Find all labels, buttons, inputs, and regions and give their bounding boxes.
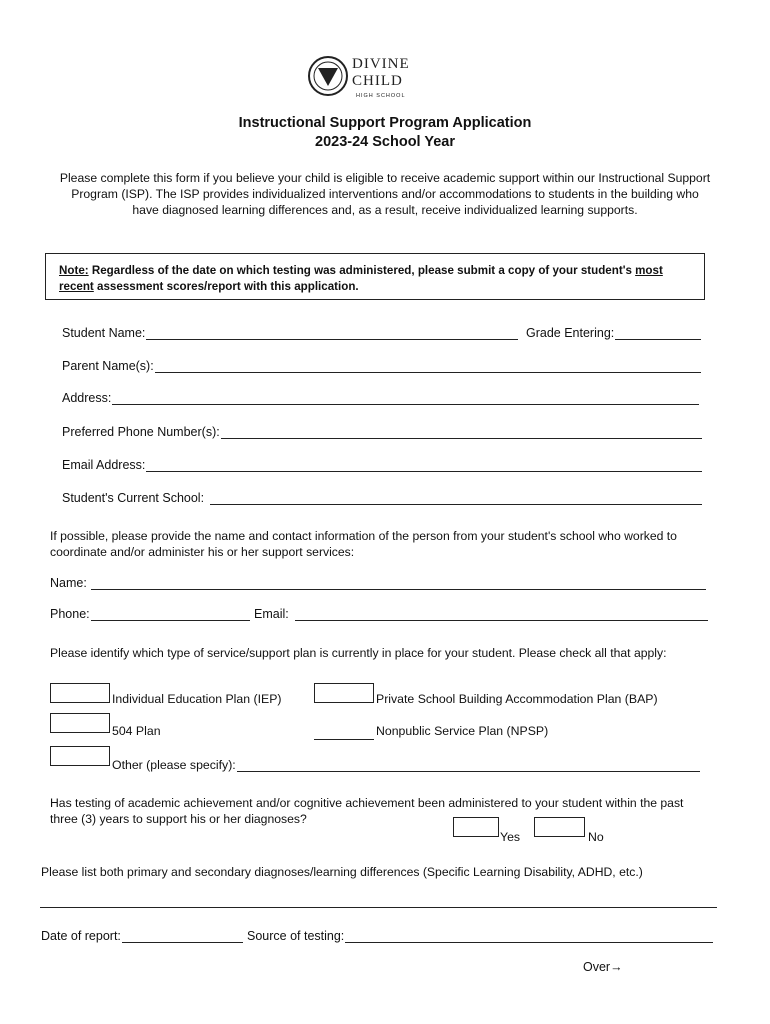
grade-entering-field[interactable] (526, 326, 701, 340)
logo-line-1: DIVINE (352, 56, 410, 72)
student-name-label: Student Name: (62, 326, 146, 340)
date-of-report-field[interactable] (41, 929, 243, 943)
contact-name-label: Name: (50, 576, 87, 590)
note-text (59, 263, 699, 295)
current-school-label: Student's Current School: (62, 491, 205, 505)
contact-phone-label: Phone: (50, 607, 90, 621)
testing-yes-checkbox[interactable] (453, 817, 499, 837)
grade-entering-line[interactable] (615, 327, 701, 340)
logo-line-2: CHILD (352, 73, 403, 89)
parent-names-label: Parent Name(s): (62, 359, 154, 373)
address-line[interactable] (112, 392, 699, 405)
contact-name-field[interactable] (50, 576, 706, 590)
note-text-1: Regardless of the date on which testing was administered, please submit a copy of your student's (88, 264, 636, 277)
date-of-report-line[interactable] (122, 930, 243, 943)
contact-email-line[interactable] (295, 608, 708, 621)
phone-label: Preferred Phone Number(s): (62, 425, 220, 439)
parent-names-field[interactable] (62, 359, 701, 373)
email-label: Email Address: (62, 458, 146, 472)
bap-checkbox[interactable] (314, 683, 374, 703)
plans-prompt: Please identify which type of service/support plan is currently in place for your student. Please check all that apply: (50, 646, 667, 660)
current-school-line[interactable] (210, 492, 702, 505)
email-line[interactable] (146, 459, 702, 472)
plan-504-label: 504 Plan (112, 724, 161, 738)
school-logo (306, 52, 438, 104)
phone-field[interactable] (62, 425, 702, 439)
address-field[interactable] (62, 391, 699, 405)
school-year: 2023-24 School Year (315, 134, 455, 150)
parent-names-line[interactable] (155, 360, 701, 373)
npsp-label: Nonpublic Service Plan (NPSP) (376, 724, 549, 738)
source-of-testing-field[interactable] (247, 929, 713, 943)
other-specify-line[interactable] (237, 759, 700, 772)
date-of-report-label: Date of report: (41, 929, 121, 943)
other-specify-field[interactable] (112, 758, 700, 772)
testing-no-label: No (588, 830, 604, 844)
testing-no-checkbox[interactable] (534, 817, 585, 837)
iep-checkbox[interactable] (50, 683, 110, 703)
intro-paragraph: Please complete this form if you believe your child is eligible to receive academic support within our Instructional Support Program (ISP). The ISP provides individualized interventions and/or accommodations to students in the building who have diagnosed learning differences and, as a result, receive individualized learning supports. (59, 171, 711, 217)
contact-email-label: Email: (254, 607, 289, 621)
diagnoses-line[interactable] (40, 907, 717, 908)
source-of-testing-label: Source of testing: (247, 929, 345, 943)
student-name-field[interactable] (62, 326, 518, 340)
testing-prompt: Has testing of academic achievement and/or cognitive achievement been administered to your student within the past three (3) years to support his or her diagnoses? (50, 796, 684, 826)
note-label: Note: (59, 264, 89, 277)
contact-email-field[interactable] (254, 607, 708, 621)
other-label: Other (please specify): (112, 758, 236, 772)
contact-prompt: If possible, please provide the name and contact information of the person from your student's school who worked to coordinate and/or administer his or her support services: (50, 529, 677, 559)
address-label: Address: (62, 391, 112, 405)
email-field[interactable] (62, 458, 702, 472)
testing-yes-label: Yes (500, 830, 521, 844)
student-name-line[interactable] (146, 327, 518, 340)
other-checkbox[interactable] (50, 746, 110, 766)
contact-phone-line[interactable] (91, 608, 250, 621)
plan-504-checkbox[interactable] (50, 713, 110, 733)
source-of-testing-line[interactable] (345, 930, 713, 943)
diagnoses-prompt: Please list both primary and secondary diagnoses/learning differences (Specific Learning Disability, ADHD, etc.) (41, 865, 643, 879)
page-title: Instructional Support Program Application (238, 115, 532, 131)
grade-entering-label: Grade Entering: (526, 326, 615, 340)
logo-line-3: HIGH SCHOOL (356, 93, 406, 99)
contact-name-line[interactable] (91, 577, 706, 590)
npsp-checkbox[interactable] (314, 739, 374, 740)
iep-label: Individual Education Plan (IEP) (112, 692, 282, 706)
phone-line[interactable] (221, 426, 702, 439)
current-school-field[interactable] (62, 491, 702, 505)
note-box (45, 253, 705, 300)
over-indicator: Over→ (583, 960, 623, 974)
bap-label: Private School Building Accommodation Plan (BAP) (376, 692, 658, 706)
note-text-2: assessment scores/report with this application. (93, 280, 359, 293)
contact-phone-field[interactable] (50, 607, 250, 621)
note-emphasis: most recent (59, 264, 663, 293)
